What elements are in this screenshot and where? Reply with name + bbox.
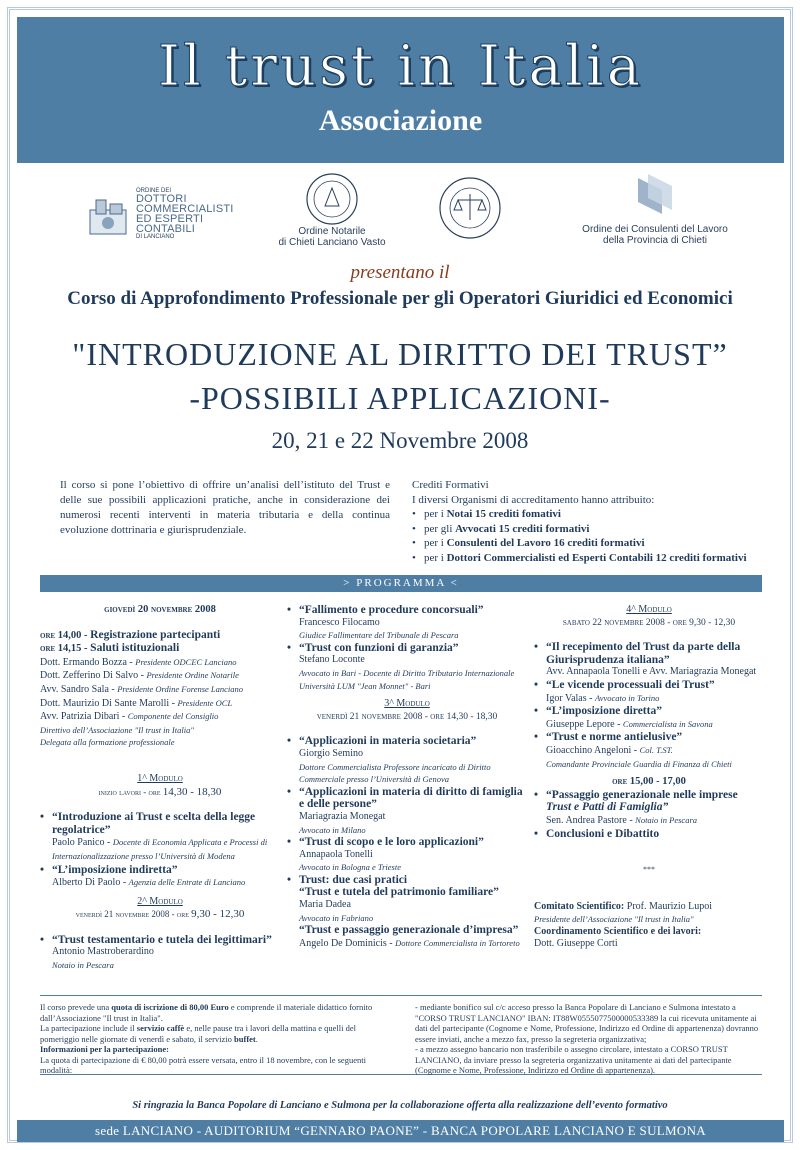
module-heading: 3^ Modulo — [384, 698, 430, 710]
speaker-role: Giudice Fallimentare del Tribunale di Pescara — [299, 630, 459, 641]
day-heading: giovedì 20 novembre 2008 — [104, 604, 216, 615]
coord-label: Coordinamento Scientifico e dei lavori: — [534, 925, 702, 937]
info-text: La partecipazione include il — [40, 1023, 137, 1033]
corso-title: Corso di Approfondimento Professionale per gli Operatori Giuridici ed Economici — [67, 288, 733, 309]
module-time: sabato 22 novembre 2008 - ore 9,30 - 12,30 — [562, 617, 736, 628]
info-bold: quota di iscrizione di 80,00 Euro — [111, 1002, 229, 1012]
speaker-name: Dott. Maurizio Di Sante Marolli - — [40, 697, 178, 709]
speaker-role: Comandante Provinciale Guardia di Finanza di Chieti — [546, 758, 732, 769]
consulenti-logo — [560, 172, 750, 252]
payment-assegno: - a mezzo assegno bancario non trasferibile o assegno circolare, intestato a CORSO TRUST LANCIANO, da inviare presso la segreteria organizzativa unitamente ai dati del partecipante (Cognome e Nome, Professione, Indirizzo ed Ordine di appartenenza). — [415, 1044, 732, 1075]
speaker-role: Avvocato in Fabriano — [299, 912, 374, 923]
talk-speaker — [534, 744, 764, 758]
module-time — [40, 786, 280, 800]
agenda-item — [40, 642, 280, 656]
info-text: La quota di partecipazione di € 80,00 potrà essere versata, entro il 18 novembre, con le seguenti modalità: — [40, 1054, 366, 1075]
event-dates: 20, 21 e 22 Novembre 2008 — [271, 428, 529, 453]
consulenti-line1: Ordine dei Consulenti del Lavoro — [582, 224, 728, 235]
talk-subtitle: “Trust e tutela del patrimonio familiare” — [299, 886, 499, 899]
info-box — [40, 995, 762, 1075]
speaker-role: Avvocato in Bari - Docente di Diritto Tributario Internazionale Università LUM "Jean Monnet" - Bari — [299, 667, 515, 691]
crediti-item-bold: Dottori Commercialisti ed Esperti Contabili 12 crediti formativi — [446, 551, 747, 564]
program-column-1 — [40, 604, 280, 972]
logo-row — [0, 172, 800, 252]
talk-speaker — [534, 718, 764, 732]
speaker-role: Dottore Commercialista Professore incaricato di Diritto Commerciale presso l’Università di Genova — [299, 761, 491, 785]
info-text: e, nelle pause tra i lavori della mattina e quelli del pomeriggio nelle giornate di venerdì e sabato, il servizio — [40, 1023, 357, 1044]
notai-logo — [262, 172, 402, 252]
odcec-emblem-icon — [88, 196, 130, 236]
speaker-line — [40, 656, 280, 670]
crediti-item-pre: per i — [424, 537, 447, 549]
info-servizi — [40, 1023, 390, 1044]
crediti-item-pre: per gli — [424, 522, 456, 535]
speaker-name: Dott. Ermando Bozza - — [40, 656, 136, 668]
avvocati-seal-icon — [438, 176, 502, 240]
info-bold: buffet — [234, 1033, 256, 1044]
speaker-role: Delegata alla formazione professionale — [40, 737, 175, 748]
talk-speaker — [40, 836, 280, 863]
coord-name: Dott. Giuseppe Corti — [534, 938, 618, 950]
speaker-name: Mariagrazia Monegat — [299, 810, 386, 822]
comitato-role: Presidente dell’Associazione "Il trust in Italia" — [534, 914, 694, 925]
afternoon-time: ore 15,00 - 17,00 — [612, 776, 686, 788]
talk-title: • “Introduzione ai Trust e scelta della legge regolatrice” — [40, 811, 280, 836]
notai-seal-icon — [305, 172, 359, 226]
module-time — [40, 908, 280, 922]
module-heading: 2^ Modulo — [137, 895, 183, 907]
association-subtitle: Associazione — [318, 104, 483, 137]
speaker-name: Antonio Mastroberardino — [52, 946, 154, 958]
crediti-item-bold: Avvocati 15 crediti formativi — [455, 522, 590, 535]
speaker-role: Dottore Commercialista in Tortoreto — [395, 937, 520, 948]
talk-speaker — [534, 692, 764, 706]
crediti-intro: I diversi Organismi di accreditamento hanno attribuito: — [412, 493, 655, 506]
speaker-name: Igor Valas - — [546, 692, 595, 704]
agenda-item — [40, 629, 280, 643]
speaker-name: Maria Dadea — [299, 899, 351, 911]
talk-title: • “Trust con funzioni di garanzia” — [287, 642, 527, 655]
crediti-section — [412, 478, 772, 565]
speaker-role: Avvocato in Bologna e Trieste — [299, 862, 401, 873]
talk-title: • “Applicazioni in materia societaria” — [287, 735, 527, 748]
presentano-text: presentano il — [350, 262, 450, 283]
speaker-name: Avv. Sandro Sala - — [40, 683, 118, 695]
odcec-line3: ED ESPERTI — [136, 213, 204, 225]
speaker-role: Direttivo dell’Associazione "Il trust in Italia" — [40, 724, 194, 735]
speaker-role: Presidente Ordine Notarile — [146, 670, 239, 681]
info-heading: Informazioni per la partecipazione: — [40, 1044, 169, 1054]
speaker-name: Francesco Filocamo — [299, 616, 380, 628]
comitato-name: Prof. Maurizio Lupoi — [626, 900, 713, 912]
info-quota — [40, 1002, 390, 1023]
crediti-item — [412, 507, 772, 522]
speaker-name: Avv. Annapaola Tonelli e Avv. Mariagrazia Monegat — [546, 666, 757, 678]
talk-title: • “Trust di scopo e le loro applicazioni” — [287, 836, 527, 849]
agenda-time: ore 14,15 - — [40, 643, 91, 655]
module-heading: 4^ Modulo — [626, 604, 672, 615]
speaker-role: Presidente ODCEC Lanciano — [135, 656, 237, 667]
speaker-name: Dott. Zefferino Di Salvo - — [40, 670, 147, 682]
speaker-role: Componente del Consiglio — [127, 711, 219, 722]
avvocati-logo — [438, 176, 508, 246]
course-description: Il corso si pone l’obiettivo di offrire un’analisi dell’istituto del Trust e delle sue possibili applicazioni pratiche, anche in considerazione dei numerosi recenti interventi in materia tributaria e della continua evoluzione dottrinaria e giurisprudenziale. — [60, 479, 390, 536]
separator-stars: *** — [643, 865, 655, 875]
talk-title: • “L’imposizione diretta” — [534, 705, 764, 718]
header-banner — [17, 17, 784, 163]
info-left — [40, 1002, 390, 1076]
speaker-name: Paolo Panico - — [52, 837, 113, 849]
odcec-small-label: ORDINE DEI — [136, 188, 172, 194]
info-right — [415, 1002, 762, 1076]
crediti-item-bold: Consulenti del Lavoro 16 crediti formativi — [446, 537, 645, 549]
talk-title: • Trust: due casi pratici — [287, 874, 527, 887]
speaker-role: Presidente OCL — [177, 697, 233, 708]
odcec-line2: COMMERCIALISTI — [136, 203, 234, 215]
talk-title: • “Passaggio generazionale nelle imprese — [534, 789, 764, 802]
speaker-name: Giorgio Semino — [299, 747, 363, 759]
speaker-name: Angelo De Dominicis - — [299, 937, 396, 949]
crediti-item — [412, 551, 772, 566]
speaker-name: Avv. Patrizia Dibari - — [40, 711, 128, 723]
info-text: e comprende il materiale didattico fornito dall’Associazione "Il trust in Italia". — [40, 1002, 373, 1023]
agenda-label: Registrazione partecipanti — [90, 628, 221, 641]
talk-title: • Conclusioni e Dibattito — [534, 828, 764, 841]
info-bold: servizio caffè — [136, 1023, 185, 1033]
event-title: "INTRODUZIONE AL DIRITTO DEI TRUST” — [72, 336, 728, 372]
talk-title: • “Il recepimento del Trust da parte della Giurisprudenza italiana” — [534, 641, 764, 666]
consulenti-emblem-icon — [632, 172, 678, 218]
speaker-role: Notaio in Pescara — [635, 814, 698, 825]
crediti-item-pre: per i — [424, 508, 447, 520]
speaker-name: Sen. Andrea Pastore - — [546, 814, 636, 826]
odcec-logo — [88, 188, 238, 238]
crediti-item — [412, 522, 772, 537]
programma-bar: > PROGRAMMA < — [40, 575, 762, 592]
speaker-role: Presidente Ordine Forense Lanciano — [117, 683, 244, 694]
talk-speaker — [287, 937, 527, 951]
speaker-name: Stefano Loconte — [299, 654, 365, 666]
program-column-2 — [287, 604, 527, 950]
talk-title: • “Fallimento e procedure concorsuali” — [287, 604, 527, 617]
speaker-name: Alberto Di Paolo - — [52, 877, 129, 889]
footer-banner: sede LANCIANO - AUDITORIUM “GENNARO PAONE” - BANCA POPOLARE LANCIANO E SULMONA — [17, 1120, 784, 1142]
speaker-role: Col. T.ST. — [639, 744, 673, 755]
module-time-value: 9,30 - 12,30 — [191, 908, 245, 921]
module-time-pre: venerdì 21 novembre 2008 - ore — [75, 909, 192, 920]
talk-title: • “Trust testamentario e tutela dei legittimari” — [40, 934, 280, 947]
talk-title: • “L’imposizione indiretta” — [40, 864, 280, 877]
talk-title: • “Applicazioni in materia di diritto di famiglia e delle persone” — [287, 786, 527, 811]
crediti-item-bold: Notai 15 crediti fomativi — [446, 508, 561, 520]
speaker-role: Agenzia delle Entrate di Lanciano — [128, 877, 246, 888]
comitato-label: Comitato Scientifico: — [534, 900, 627, 912]
info-text: . — [255, 1033, 258, 1044]
info-text: Il corso prevede una — [40, 1002, 112, 1012]
talk-title: • “Le vicende processuali dei Trust” — [534, 679, 764, 692]
consulenti-line2: della Provincia di Chieti — [603, 235, 707, 246]
payment-bonifico: - mediante bonifico sul c/c acceso presso la Banca Popolare di Lanciano e Sulmona intestato a "CORSO TRUST LANCIANO" IBAN: IT88W0555077500000533389 la cui ricevuta unitamente ai dati del partecipante (Cognome e Nome, Professione, Indirizzo ed Ordine di appartenenza) dovranno essere inviati, anche a mezzo fax, presso la segreteria organizzativa; — [415, 1002, 759, 1044]
comitato-line — [534, 901, 764, 914]
speaker-role: Docente di Economia Applicata e Processi di Internazionalizzazione presso l’Università di Modena — [52, 837, 268, 861]
crediti-title: Crediti Formativi — [412, 479, 489, 491]
odcec-line4: CONTABILI — [136, 223, 196, 235]
speaker-line — [40, 683, 280, 697]
program-column-3 — [534, 604, 764, 951]
main-title: Il trust in Italia — [157, 34, 644, 99]
module-heading: 1^ Modulo — [137, 772, 183, 784]
odcec-line1: DOTTORI — [136, 193, 187, 205]
speaker-role: Commercialista in Savona — [622, 718, 713, 729]
event-subtitle: -POSSIBILI APPLICAZIONI- — [189, 380, 611, 416]
speaker-name: Gioacchino Angeloni - — [546, 744, 640, 756]
speaker-role: Avvocato in Milano — [299, 824, 366, 835]
module-time-pre: inizio lavori - ore — [98, 786, 163, 797]
speaker-role: Notaio in Pescara — [52, 960, 114, 971]
talk-subtitle: “Trust e passaggio generazionale d’impresa” — [299, 924, 519, 937]
speaker-name: Annapaola Tonelli — [299, 848, 373, 860]
talk-speaker — [40, 876, 280, 890]
speaker-role: Avvocato in Torino — [594, 692, 660, 703]
speaker-line — [40, 669, 280, 683]
talk-speaker — [534, 814, 764, 828]
agenda-label: Saluti istituzionali — [90, 642, 180, 655]
notai-line1: Ordine Notarile — [298, 226, 366, 237]
speaker-line — [40, 710, 280, 724]
notai-line2: di Chieti Lanciano Vasto — [278, 237, 386, 248]
module-time: venerdì 21 novembre 2008 - ore 14,30 - 18,30 — [316, 711, 498, 722]
odcec-line5: DI LANCIANO — [136, 234, 175, 240]
agenda-time: ore 14,00 - — [40, 629, 91, 641]
crediti-item — [412, 536, 772, 551]
module-time-value: 14,30 - 18,30 — [162, 785, 222, 798]
speaker-name: Giuseppe Lepore - — [546, 718, 623, 730]
crediti-item-pre: per i — [424, 551, 447, 564]
talk-title-cont: Trust e Patti di Famiglia” — [546, 801, 669, 814]
thanks-line: Si ringrazia la Banca Popolare di Lanciano e Sulmona per la collaborazione offerta alla realizzazione dell’evento formativo — [132, 1100, 668, 1111]
speaker-line — [40, 697, 280, 711]
talk-title: • “Trust e norme antielusive” — [534, 731, 764, 744]
